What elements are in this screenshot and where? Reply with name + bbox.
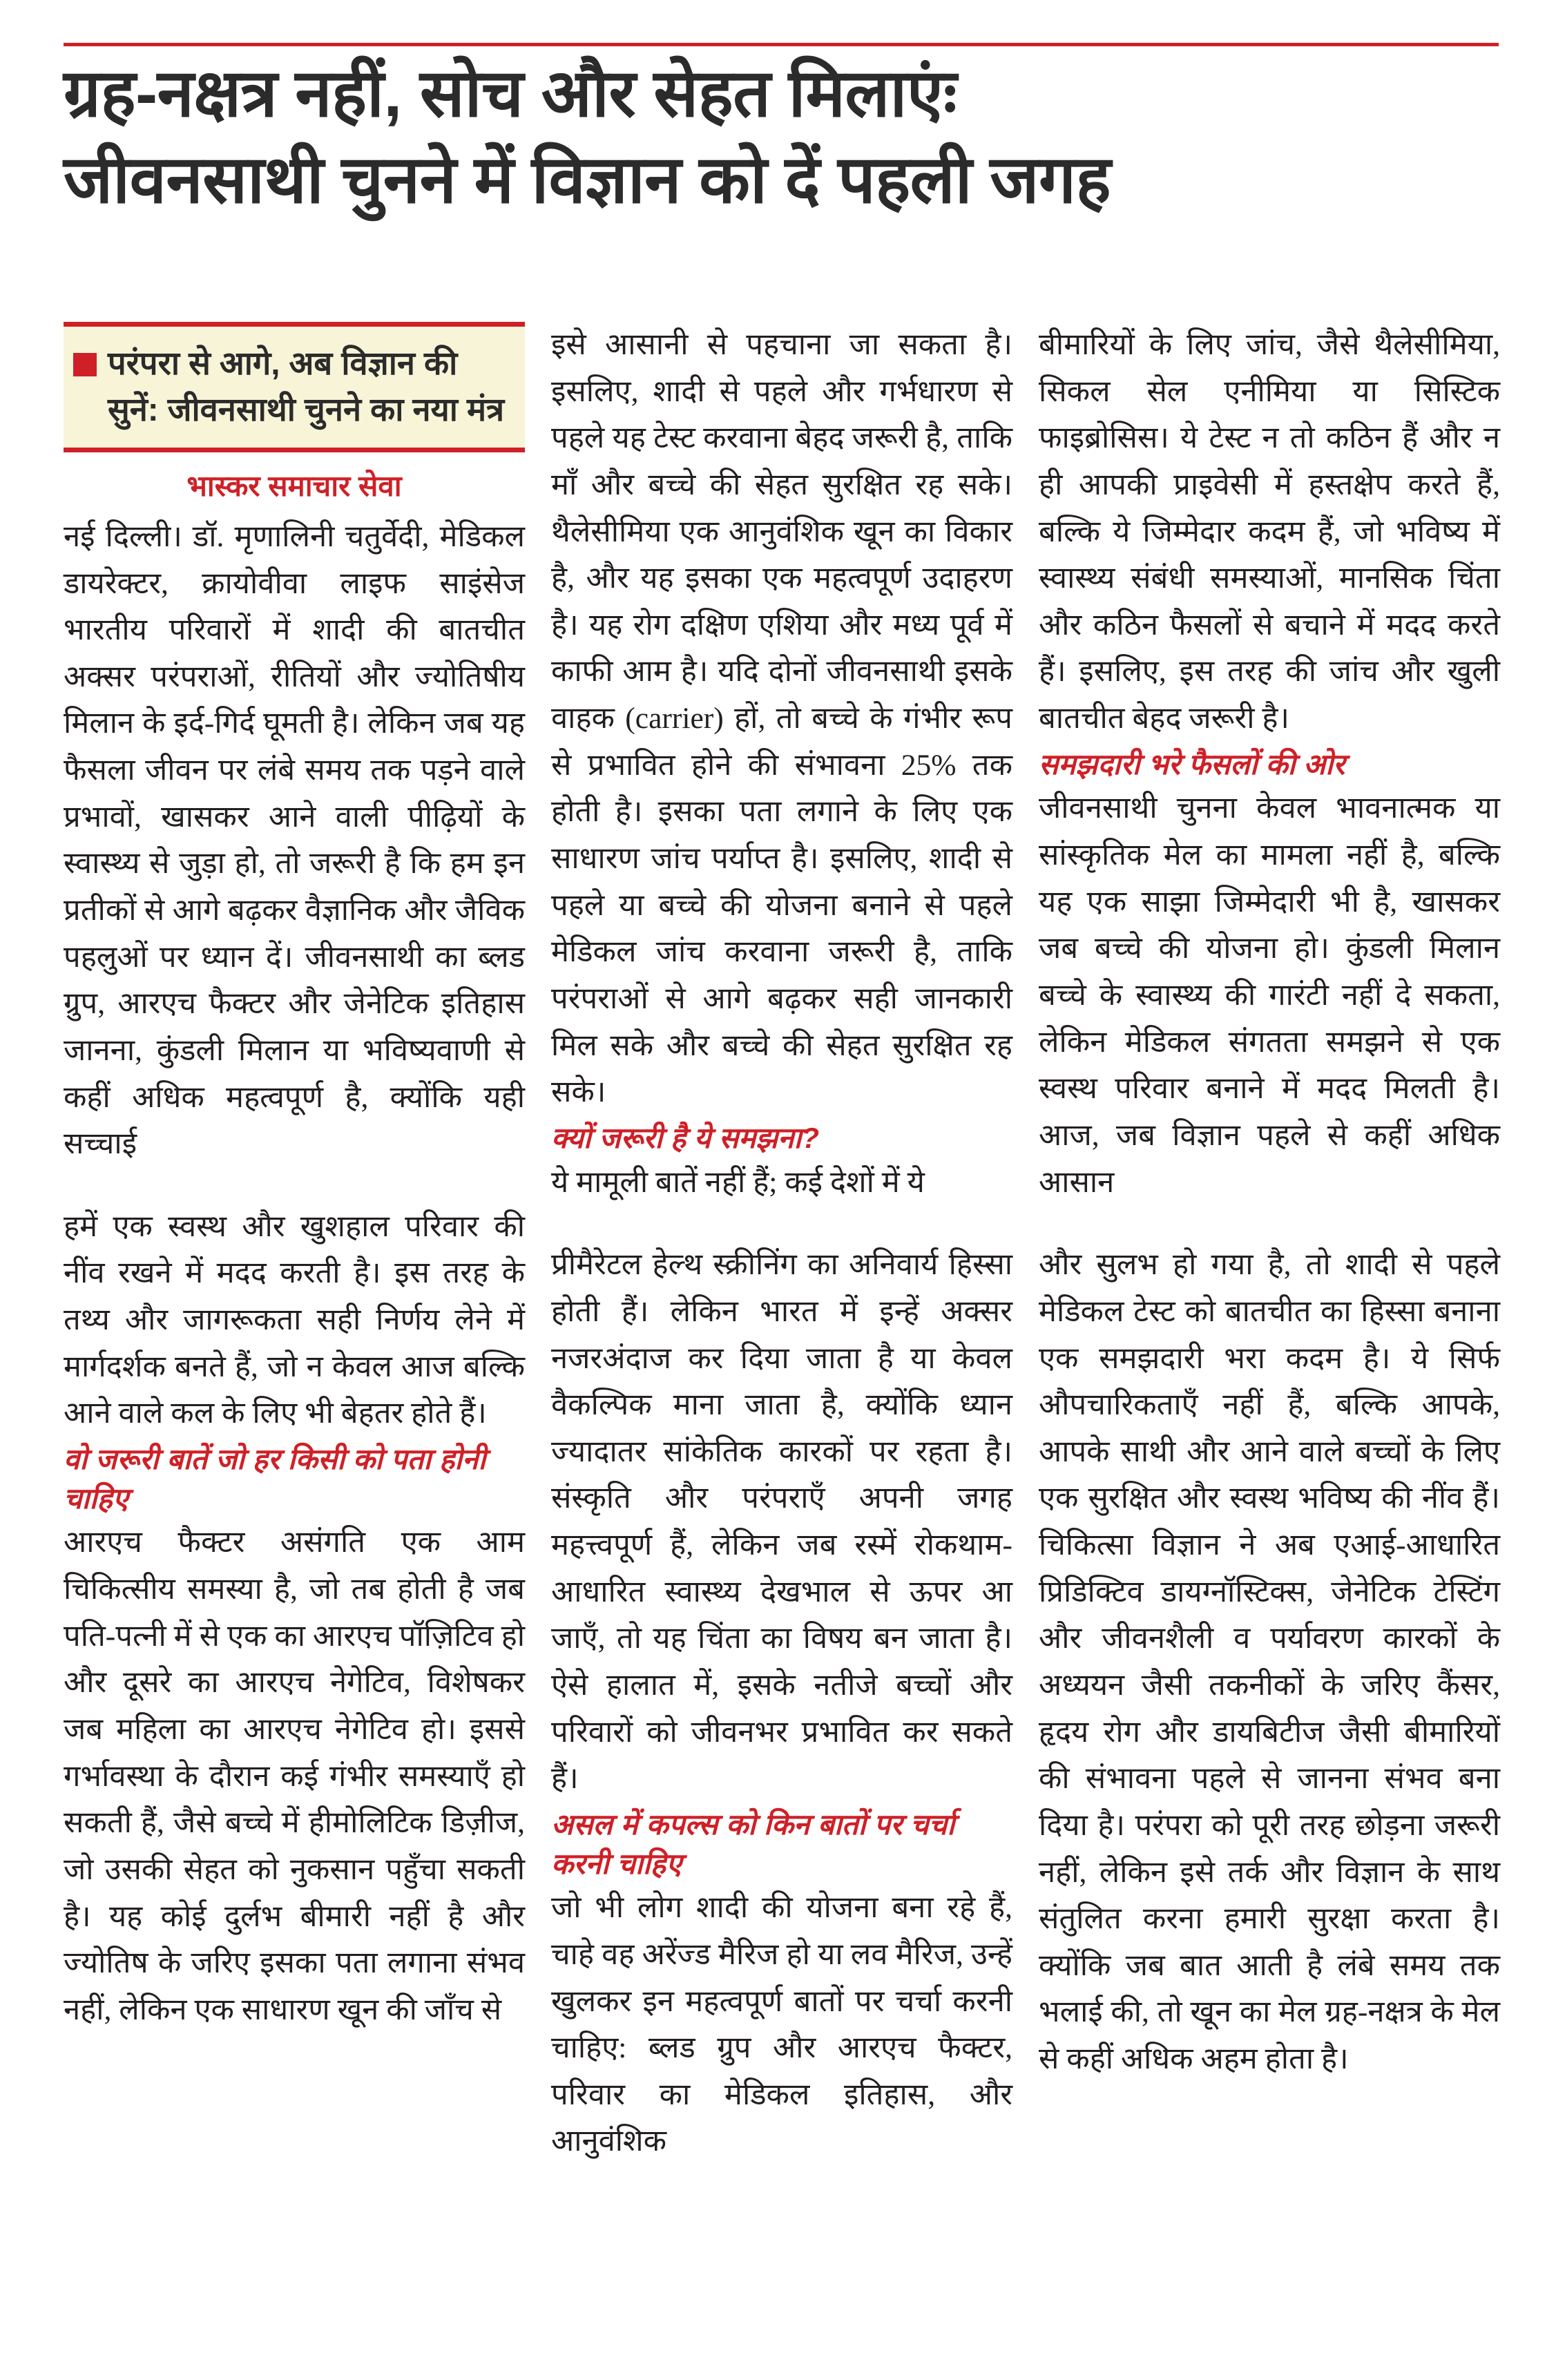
paragraph: इसे आसानी से पहचाना जा सकता है। इसलिए, शादी से पहले और गर्भधारण से पहले यह टेस्ट करवाना बेहद जरूरी है, ताकि माँ और बच्चे की सेहत सुरक्षित रह सके। थैलेसीमिया एक आनुवंशिक खून का विकार है, और यह इसका एक महत्वपूर्ण उदाहरण है। यह रोग दक्षिण एशिया और मध्य पूर्व में काफी आम है। यदि दोनों जीवनसाथी इसके वाहक (carrier) हों, तो बच्चे के गंभीर रूप से प्रभावित होने की संभावना 25% तक होती है। इसका पता लगाने के लिए एक साधारण जांच पर्याप्त है। इसलिए, शादी से पहले या बच्चे की योजना बनाने से पहले मेडिकल जांच करवाना जरूरी है, ताकि परंपराओं से आगे बढ़कर सही जानकारी मिल सके और बच्चे की सेहत सुरक्षित रह सके। [551, 328, 1012, 1109]
highlight-box [64, 322, 525, 452]
paragraph: ये मामूली बातें नहीं हैं; कई देशों में ये [551, 1165, 925, 1199]
paragraph: जो भी लोग शादी की योजना बना रहे हैं, चाहे वह अरेंज्ड मैरिज हो या लव मैरिज, उन्हें खुलकर इन महत्वपूर्ण बातों पर चर्चा करनी चाहिए: ब्लड ग्रुप और आरएच फैक्टर, परिवार का मेडिकल इतिहास, और आनुवंशिक [551, 1891, 1012, 2158]
section-subheading: वो जरूरी बातें जो हर किसी को पता होनी चाहिए [64, 1443, 486, 1515]
section-subheading: क्यों जरूरी है ये समझना? [551, 1121, 820, 1154]
section-subheading: समझदारी भरे फैसलों की ओर [1039, 747, 1345, 780]
red-square-bullet-icon [73, 353, 97, 376]
section-subheading: असल में कपल्स को किन बातों पर चर्चा करनी चाहिए [551, 1807, 955, 1880]
column-3 [1039, 322, 1500, 2366]
article-headline [64, 51, 1499, 224]
paragraph-gap [64, 1168, 525, 1204]
paragraph: और सुलभ हो गया है, तो शादी से पहले मेडिकल टेस्ट को बातचीत का हिस्सा बनाना एक समझदारी भरा कदम है। ये सिर्फ औपचारिकताएँ नहीं हैं, बल्कि आपके, आपके साथी और आने वाले बच्चों के लिए एक सुरक्षित और स्वस्थ भविष्य की नींव हैं। चिकित्सा विज्ञान ने अब एआई-आधारित प्रिडिक्टिव डायग्नॉस्टिक्स, जेनेटिक टेस्टिंग और जीवनशैली व पर्यावरण कारकों के अध्ययन जैसी तकनीकों के जरिए कैंसर, हृदय रोग और डायबिटीज जैसी बीमारियों की संभावना पहले से जानना संभव बना दिया है। परंपरा को पूरी तरह छोड़ना जरूरी नहीं, लेकिन इसे तर्क और विज्ञान के साथ संतुलित करना हमारी सुरक्षा करता है। क्योंकि जब बात आती है लंबे समय तक भलाई की, तो खून का मेल ग्रह-नक्षत्र के मेल से कहीं अधिक अहम होता है। [1039, 1248, 1500, 2076]
paragraph: प्रीमैरेटल हेल्थ स्क्रीनिंग का अनिवार्य हिस्सा होती हैं। लेकिन भारत में इन्हें अक्सर नजरअंदाज कर दिया जाता है या केवल वैकल्पिक माना जाता है, क्योंकि ध्यान ज्यादातर सांकेतिक कारकों पर रहता है। संस्कृति और परंपराएँ अपनी जगह महत्त्वपूर्ण हैं, लेकिन जब रस्में रोकथाम-आधारित स्वास्थ्य देखभाल से ऊपर आ जाएँ, तो यह चिंता का विषय बन जाता है। ऐसे हालात में, इसके नतीजे बच्चों और परिवारों को जीवनभर प्रभावित कर सकते हैं। [551, 1248, 1012, 1796]
paragraph: नई दिल्ली। डॉ. मृणालिनी चतुर्वेदी, मेडिकल डायरेक्टर, क्रायोवीवा लाइफ साइंसेज भारतीय परिवारों में शादी की बातचीत अक्सर परंपराओं, रीतियों और ज्योतिषीय मिलान के इर्द-गिर्द घूमती है। लेकिन जब यह फैसला जीवन पर लंबे समय तक पड़ने वाले प्रभावों, खासकर आने वाली पीढ़ियों के स्वास्थ्य से जुड़ा हो, तो जरूरी है कि हम इन प्रतीकों से आगे बढ़कर वैज्ञानिक और जैविक पहलुओं पर ध्यान दें। जीवनसाथी का ब्लड ग्रुप, आरएच फैक्टर और जेनेटिक इतिहास जानना, कुंडली मिलान या भविष्यवाणी से कहीं अधिक महत्वपूर्ण है, क्योंकि यही सच्चाई [64, 519, 525, 1161]
headline-line-1: ग्रह-नक्षत्र नहीं, सोच और सेहत मिलाएंः [64, 57, 957, 131]
column-1 [64, 322, 525, 2366]
paragraph: जीवनसाथी चुनना केवल भावनात्मक या सांस्कृतिक मेल का मामला नहीं है, बल्कि यह एक साझा जिम्मेदारी भी है, खासकर जब बच्चे की योजना हो। कुंडली मिलान बच्चे के स्वास्थ्य की गारंटी नहीं दे सकता, लेकिन मेडिकल संगतता समझने से एक स्वस्थ परिवार बनाने में मदद मिलती है। आज, जब विज्ञान पहले से कहीं अधिक आसान [1039, 791, 1500, 1199]
paragraph: हमें एक स्वस्थ और खुशहाल परिवार की नींव रखने में मदद करती है। इस तरह के तथ्य और जागरूकता सही निर्णय लेने में मार्गदर्शक बनते हैं, जो न केवल आज बल्कि आने वाले कल के लिए भी बेहतर होते हैं। [64, 1209, 525, 1430]
column-2 [551, 322, 1012, 2366]
paragraph: बीमारियों के लिए जांच, जैसे थैलेसीमिया, सिकल सेल एनीमिया या सिस्टिक फाइब्रोसिस। ये टेस्ट न तो कठिन हैं और न ही आपकी प्राइवेसी में हस्तक्षेप करते हैं, बल्कि ये जिम्मेदार कदम हैं, जो भविष्य में स्वास्थ्य संबंधी समस्याओं, मानसिक चिंता और कठिन फैसलों से बचाने में मदद करते हैं। इसलिए, इस तरह की जांच और खुली बातचीत बेहद जरूरी है। [1039, 328, 1500, 736]
paragraph-gap [1039, 1206, 1500, 1242]
paragraph-gap [551, 1206, 1012, 1242]
byline: भास्कर समाचार सेवा [186, 470, 402, 503]
top-red-rule [64, 43, 1499, 46]
highlight-box-text: परंपरा से आगे, अब विज्ञान की सुनें: जीवनसाथी चुनने का नया मंत्र [108, 345, 505, 428]
article-columns [64, 322, 1501, 2366]
headline-line-2: जीवनसाथी चुनने में विज्ञान को दें पहली जगह [64, 142, 1111, 217]
paragraph: आरएच फैक्टर असंगति एक आम चिकित्सीय समस्या है, जो तब होती है जब पति-पत्नी में से एक का आरएच पॉज़िटिव हो और दूसरे का आरएच नेगेटिव, विशेषकर जब महिला का आरएच नेगेटिव हो। इससे गर्भावस्था के दौरान कई गंभीर समस्याएँ हो सकती हैं, जैसे बच्चे में हीमोलिटिक डिज़ीज, जो उसकी सेहत को नुकसान पहुँचा सकती है। यह कोई दुर्लभ बीमारी नहीं है और ज्योतिष के जरिए इसका पता लगाना संभव नहीं, लेकिन एक साधारण खून की जाँच से [64, 1526, 525, 2026]
